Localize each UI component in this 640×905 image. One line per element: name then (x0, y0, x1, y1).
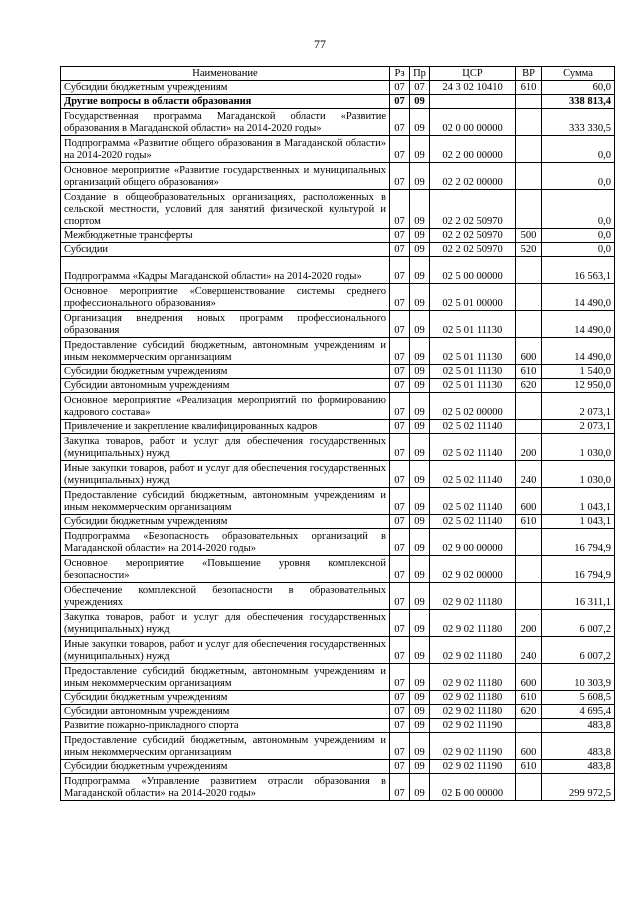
row-rz: 07 (390, 529, 410, 556)
row-vr: 600 (516, 488, 542, 515)
row-pr: 09 (410, 190, 430, 229)
row-rz: 07 (390, 691, 410, 705)
row-name: Иные закупки товаров, работ и услуг для обеспечения государственных (муниципальных) нужд (61, 637, 390, 664)
budget-table (60, 66, 615, 801)
row-sum: 483,8 (542, 760, 615, 774)
table-body (61, 81, 615, 801)
row-vr: 600 (516, 664, 542, 691)
row-vr (516, 163, 542, 190)
row-csr: 02 5 01 11130 (430, 338, 516, 365)
row-vr (516, 136, 542, 163)
row-pr: 09 (410, 733, 430, 760)
row-vr: 600 (516, 338, 542, 365)
row-name: Привлечение и закрепление квалифицированных кадров (61, 420, 390, 434)
row-name: Создание в общеобразовательных организациях, расположенных в сельской местности, условий для занятий физической культурой и спортом (61, 190, 390, 229)
row-csr: 02 2 02 00000 (430, 163, 516, 190)
row-csr: 02 Б 00 00000 (430, 774, 516, 801)
table-row (61, 257, 615, 284)
row-name: Предоставление субсидий бюджетным, автономным учреждениям и иным некоммерческим организациям (61, 488, 390, 515)
row-rz: 07 (390, 190, 410, 229)
row-csr: 02 5 02 11140 (430, 420, 516, 434)
row-name: Субсидии бюджетным учреждениям (61, 515, 390, 529)
row-sum: 12 950,0 (542, 379, 615, 393)
row-sum: 16 794,9 (542, 529, 615, 556)
row-csr: 02 5 01 00000 (430, 284, 516, 311)
header-rz: Рз (390, 67, 410, 81)
row-pr: 09 (410, 163, 430, 190)
table-row (61, 190, 615, 229)
row-rz: 07 (390, 338, 410, 365)
row-pr: 09 (410, 637, 430, 664)
header-sum: Сумма (542, 67, 615, 81)
row-vr: 610 (516, 365, 542, 379)
row-csr: 02 5 01 11130 (430, 311, 516, 338)
row-vr (516, 529, 542, 556)
table-row (61, 393, 615, 420)
row-pr: 09 (410, 95, 430, 109)
row-vr (516, 420, 542, 434)
row-name: Подпрограмма «Развитие общего образования в Магаданской области» на 2014-2020 годы» (61, 136, 390, 163)
table-row (61, 243, 615, 257)
row-pr: 09 (410, 610, 430, 637)
table-row (61, 420, 615, 434)
row-sum: 16 563,1 (542, 257, 615, 284)
header-vr: ВР (516, 67, 542, 81)
row-vr (516, 774, 542, 801)
row-sum: 10 303,9 (542, 664, 615, 691)
page-number: 77 (314, 37, 326, 51)
row-pr: 09 (410, 379, 430, 393)
row-csr: 02 5 02 11140 (430, 434, 516, 461)
row-csr: 02 5 00 00000 (430, 257, 516, 284)
table-row (61, 311, 615, 338)
row-vr (516, 257, 542, 284)
row-rz: 07 (390, 664, 410, 691)
row-name: Субсидии бюджетным учреждениям (61, 691, 390, 705)
row-csr: 02 5 01 11130 (430, 379, 516, 393)
row-pr: 09 (410, 365, 430, 379)
row-vr (516, 393, 542, 420)
row-pr: 09 (410, 760, 430, 774)
row-sum: 6 007,2 (542, 610, 615, 637)
row-vr (516, 583, 542, 610)
row-rz: 07 (390, 109, 410, 136)
row-vr (516, 190, 542, 229)
table-row (61, 379, 615, 393)
row-csr: 02 9 02 00000 (430, 556, 516, 583)
row-rz: 07 (390, 136, 410, 163)
row-vr: 610 (516, 81, 542, 95)
table-row (61, 760, 615, 774)
row-name: Основное мероприятие «Развитие государственных и муниципальных организаций общего образования» (61, 163, 390, 190)
row-rz: 07 (390, 733, 410, 760)
row-sum: 60,0 (542, 81, 615, 95)
row-name: Основное мероприятие «Повышение уровня комплексной безопасности» (61, 556, 390, 583)
row-name: Предоставление субсидий бюджетным, автономным учреждениям и иным некоммерческим организациям (61, 338, 390, 365)
row-sum: 483,8 (542, 733, 615, 760)
row-name: Закупка товаров, работ и услуг для обеспечения государственных (муниципальных) нужд (61, 434, 390, 461)
row-csr: 02 5 02 11140 (430, 488, 516, 515)
row-vr (516, 719, 542, 733)
row-rz: 07 (390, 719, 410, 733)
row-sum: 1 030,0 (542, 434, 615, 461)
row-pr: 09 (410, 719, 430, 733)
row-sum: 1 030,0 (542, 461, 615, 488)
row-vr: 610 (516, 760, 542, 774)
row-csr: 02 9 02 11190 (430, 719, 516, 733)
row-rz: 07 (390, 229, 410, 243)
row-pr: 09 (410, 556, 430, 583)
row-pr: 09 (410, 393, 430, 420)
row-sum: 16 311,1 (542, 583, 615, 610)
table-row (61, 338, 615, 365)
row-rz: 07 (390, 760, 410, 774)
row-rz: 07 (390, 583, 410, 610)
row-rz: 07 (390, 365, 410, 379)
row-vr (516, 284, 542, 311)
row-pr: 09 (410, 243, 430, 257)
row-sum: 1 043,1 (542, 488, 615, 515)
row-pr: 09 (410, 284, 430, 311)
header-csr: ЦСР (430, 67, 516, 81)
table-row (61, 556, 615, 583)
row-pr: 09 (410, 311, 430, 338)
row-rz: 07 (390, 95, 410, 109)
table-row (61, 284, 615, 311)
row-name: Обеспечение комплексной безопасности в образовательных учреждениях (61, 583, 390, 610)
row-name: Основное мероприятие «Реализация мероприятий по формированию кадрового состава» (61, 393, 390, 420)
row-sum: 0,0 (542, 243, 615, 257)
row-pr: 09 (410, 136, 430, 163)
header-name: Наименование (61, 67, 390, 81)
row-name: Субсидии бюджетным учреждениям (61, 81, 390, 95)
row-rz: 07 (390, 284, 410, 311)
row-name: Организация внедрения новых программ профессионального образования (61, 311, 390, 338)
row-name: Подпрограмма «Безопасность образовательных организаций в Магаданской области» на 2014-2020 годы» (61, 529, 390, 556)
table-row (61, 229, 615, 243)
row-sum: 483,8 (542, 719, 615, 733)
row-vr: 200 (516, 434, 542, 461)
row-vr: 520 (516, 243, 542, 257)
table-row (61, 461, 615, 488)
row-name: Предоставление субсидий бюджетным, автономным учреждениям и иным некоммерческим организациям (61, 664, 390, 691)
row-csr: 02 5 01 11130 (430, 365, 516, 379)
row-csr: 02 9 02 11180 (430, 691, 516, 705)
table-row (61, 774, 615, 801)
table-row (61, 691, 615, 705)
row-rz: 07 (390, 393, 410, 420)
row-name: Субсидии бюджетным учреждениям (61, 760, 390, 774)
row-name: Субсидии (61, 243, 390, 257)
table-row (61, 664, 615, 691)
row-name: Межбюджетные трансферты (61, 229, 390, 243)
row-pr: 09 (410, 664, 430, 691)
row-csr: 02 9 02 11190 (430, 733, 516, 760)
row-vr: 240 (516, 637, 542, 664)
row-pr: 09 (410, 434, 430, 461)
row-sum: 2 073,1 (542, 393, 615, 420)
row-pr: 09 (410, 109, 430, 136)
row-sum: 2 073,1 (542, 420, 615, 434)
row-csr: 02 2 02 50970 (430, 229, 516, 243)
table-row (61, 610, 615, 637)
row-name: Основное мероприятие «Совершенствование системы среднего профессионального образования» (61, 284, 390, 311)
row-rz: 07 (390, 163, 410, 190)
row-sum: 338 813,4 (542, 95, 615, 109)
row-sum: 1 043,1 (542, 515, 615, 529)
table-header-row (61, 67, 615, 81)
row-name: Субсидии автономным учреждениям (61, 379, 390, 393)
row-vr (516, 109, 542, 136)
row-rz: 07 (390, 461, 410, 488)
table-row (61, 583, 615, 610)
row-csr: 02 5 02 11140 (430, 515, 516, 529)
row-csr: 02 2 00 00000 (430, 136, 516, 163)
table-row (61, 434, 615, 461)
row-rz: 07 (390, 434, 410, 461)
table-row (61, 719, 615, 733)
row-sum: 299 972,5 (542, 774, 615, 801)
row-pr: 09 (410, 461, 430, 488)
row-pr: 09 (410, 691, 430, 705)
row-name: Предоставление субсидий бюджетным, автономным учреждениям и иным некоммерческим организациям (61, 733, 390, 760)
row-rz: 07 (390, 705, 410, 719)
row-csr: 02 9 02 11180 (430, 705, 516, 719)
row-pr: 09 (410, 338, 430, 365)
row-rz: 07 (390, 257, 410, 284)
table-row (61, 733, 615, 760)
row-sum: 5 608,5 (542, 691, 615, 705)
table-row (61, 515, 615, 529)
row-sum: 0,0 (542, 190, 615, 229)
row-name: Иные закупки товаров, работ и услуг для обеспечения государственных (муниципальных) нужд (61, 461, 390, 488)
row-sum: 0,0 (542, 136, 615, 163)
row-name: Закупка товаров, работ и услуг для обеспечения государственных (муниципальных) нужд (61, 610, 390, 637)
row-rz: 07 (390, 637, 410, 664)
table-row (61, 163, 615, 190)
row-name: Субсидии автономным учреждениям (61, 705, 390, 719)
row-vr: 240 (516, 461, 542, 488)
row-pr: 09 (410, 583, 430, 610)
table-row (61, 637, 615, 664)
row-csr: 02 2 02 50970 (430, 243, 516, 257)
row-rz: 07 (390, 311, 410, 338)
row-name: Развитие пожарно-прикладного спорта (61, 719, 390, 733)
row-sum: 14 490,0 (542, 311, 615, 338)
row-rz: 07 (390, 379, 410, 393)
table-row (61, 95, 615, 109)
row-vr: 600 (516, 733, 542, 760)
row-name: Подпрограмма «Кадры Магаданской области» на 2014-2020 годы» (61, 257, 390, 284)
row-vr (516, 95, 542, 109)
row-rz: 07 (390, 610, 410, 637)
table-row (61, 109, 615, 136)
row-csr: 02 0 00 00000 (430, 109, 516, 136)
row-sum: 4 695,4 (542, 705, 615, 719)
table-row (61, 136, 615, 163)
row-rz: 07 (390, 488, 410, 515)
row-csr: 02 9 02 11180 (430, 583, 516, 610)
row-vr (516, 311, 542, 338)
table-row (61, 529, 615, 556)
row-name: Государственная программа Магаданской области «Развитие образования в Магаданской области» на 2014-2020 годы» (61, 109, 390, 136)
row-csr: 02 9 02 11180 (430, 637, 516, 664)
row-csr: 02 9 02 11180 (430, 664, 516, 691)
row-rz: 07 (390, 556, 410, 583)
row-pr: 09 (410, 488, 430, 515)
row-csr: 02 9 02 11190 (430, 760, 516, 774)
row-csr: 02 5 02 11140 (430, 461, 516, 488)
row-pr: 09 (410, 420, 430, 434)
row-rz: 07 (390, 774, 410, 801)
row-rz: 07 (390, 420, 410, 434)
row-vr: 620 (516, 379, 542, 393)
table-row (61, 81, 615, 95)
row-name: Субсидии бюджетным учреждениям (61, 365, 390, 379)
row-name: Другие вопросы в области образования (61, 95, 390, 109)
row-rz: 07 (390, 243, 410, 257)
row-sum: 1 540,0 (542, 365, 615, 379)
row-sum: 16 794,9 (542, 556, 615, 583)
table-row (61, 365, 615, 379)
row-sum: 14 490,0 (542, 338, 615, 365)
row-csr: 02 5 02 00000 (430, 393, 516, 420)
row-sum: 0,0 (542, 163, 615, 190)
row-vr (516, 556, 542, 583)
row-pr: 09 (410, 774, 430, 801)
row-csr: 02 9 00 00000 (430, 529, 516, 556)
row-vr: 610 (516, 691, 542, 705)
row-pr: 09 (410, 229, 430, 243)
row-csr (430, 95, 516, 109)
row-pr: 09 (410, 515, 430, 529)
row-sum: 0,0 (542, 229, 615, 243)
table-row (61, 705, 615, 719)
row-pr: 09 (410, 529, 430, 556)
header-pr: Пр (410, 67, 430, 81)
row-name: Подпрограмма «Управление развитием отрасли образования в Магаданской области» на 2014-2020 годы» (61, 774, 390, 801)
row-csr: 24 3 02 10410 (430, 81, 516, 95)
row-rz: 07 (390, 515, 410, 529)
row-rz: 07 (390, 81, 410, 95)
row-vr: 200 (516, 610, 542, 637)
row-sum: 6 007,2 (542, 637, 615, 664)
row-sum: 333 330,5 (542, 109, 615, 136)
row-pr: 07 (410, 81, 430, 95)
row-vr: 610 (516, 515, 542, 529)
row-pr: 09 (410, 705, 430, 719)
row-csr: 02 9 02 11180 (430, 610, 516, 637)
row-vr: 620 (516, 705, 542, 719)
row-vr: 500 (516, 229, 542, 243)
table-row (61, 488, 615, 515)
row-sum: 14 490,0 (542, 284, 615, 311)
row-pr: 09 (410, 257, 430, 284)
row-csr: 02 2 02 50970 (430, 190, 516, 229)
